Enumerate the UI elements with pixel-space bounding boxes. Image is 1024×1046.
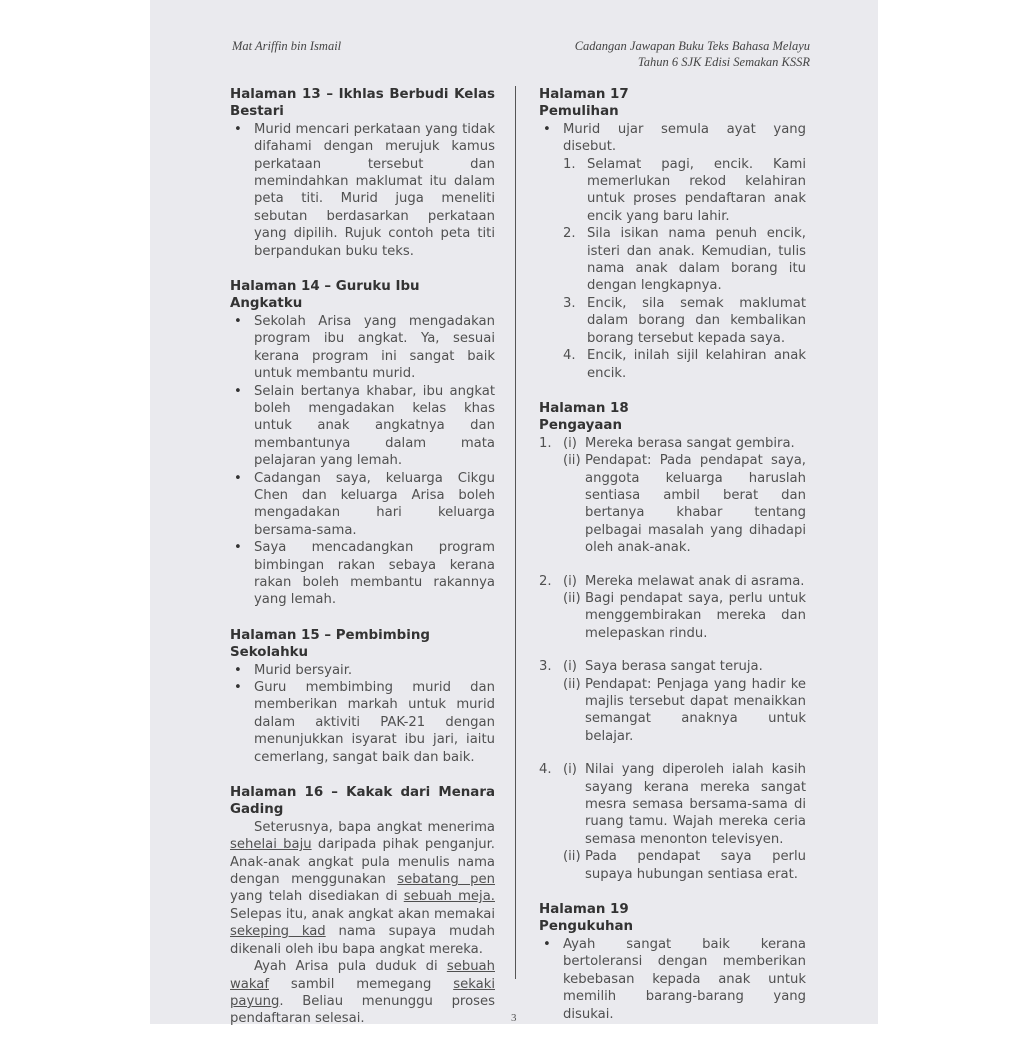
- text-run: Selepas itu, anak angkat akan memakai: [230, 906, 495, 922]
- answer-label: (ii): [563, 590, 581, 606]
- text-run: yang telah disediakan di: [230, 889, 404, 905]
- answer-label: (ii): [563, 676, 581, 692]
- answer-ii: [563, 848, 806, 883]
- item-number: 2.: [563, 226, 576, 242]
- item-text: Selamat pagi, encik. Kami memerlukan rekod kelahiran untuk proses pendaftaran anak encik yang baru lahir.: [587, 156, 806, 224]
- bullet-list: [230, 662, 495, 766]
- list-item: • Guru membimbing murid dan memberikan markah untuk murid dalam aktiviti PAK-21 dengan menunjukkan isyarat ibu jari, iaitu cemerlang, sangat baik dan baik.: [230, 679, 495, 766]
- question-1: [539, 435, 806, 557]
- answer-text: Mereka berasa sangat gembira.: [585, 435, 795, 451]
- text-run: sambil memegang: [269, 976, 454, 992]
- item-text: Encik, sila semak maklumat dalam borang dan kembalikan borang tersebut kepada saya.: [587, 295, 806, 346]
- column-divider: [515, 86, 516, 979]
- list-item: • Murid bersyair.: [230, 662, 495, 679]
- item-text: Encik, inilah sijil kelahiran anak encik.: [587, 348, 806, 381]
- bullet-list: [539, 936, 806, 1023]
- text-run: Seterusnya, bapa angkat menerima: [254, 819, 495, 835]
- list-item: • Sekolah Arisa yang mengadakan program ibu angkat. Ya, sesuai kerana program ini sangat baik untuk membantu murid.: [230, 313, 495, 383]
- text-run: . Beliau menunggu proses pendaftaran selesai.: [230, 993, 495, 1027]
- text-run: daripada pihak penganjur. Anak-anak angkat pula menulis nama dengan menggunakan: [230, 837, 495, 888]
- underlined-phrase: sekaki payung: [230, 976, 495, 1009]
- bullet-list: [230, 313, 495, 609]
- section-title: Halaman 18: [539, 400, 629, 416]
- list-item: • Saya mencadangkan program bimbingan rakan sebaya kerana rakan boleh membantu rakannya yang lemah.: [230, 539, 495, 609]
- section-title: Halaman 14 – Guruku Ibu Angkatku: [230, 279, 420, 312]
- section-title: Halaman 13 – Ikhlas Berbudi Kelas Bestari: [230, 87, 495, 120]
- section-title: Halaman 16 – Kakak dari Menara Gading: [230, 785, 495, 818]
- section-title: Halaman 15 – Pembimbing Sekolahku: [230, 627, 430, 661]
- question-3: [539, 658, 806, 745]
- answer-i: [563, 761, 806, 848]
- answer-label: (i): [563, 659, 577, 675]
- item-number: 4.: [563, 348, 576, 364]
- section-halaman-13: [230, 86, 495, 260]
- right-column: [539, 86, 806, 1041]
- left-column: [230, 86, 495, 1046]
- answer-ii: [563, 590, 806, 642]
- answer-text: Saya berasa sangat teruja.: [585, 659, 763, 675]
- bullet-list: [539, 121, 806, 156]
- underlined-phrase: sehelai baju: [230, 837, 312, 853]
- section-halaman-14: [230, 278, 495, 609]
- answer-text: Nilai yang diperoleh ialah kasih sayang kerana mereka sangat mesra semasa bersama-sama di ruang tamu. Wajah mereka ceria semasa menonton televisyen.: [585, 762, 806, 847]
- answer-label: (ii): [563, 849, 581, 865]
- text-run: Ayah Arisa pula duduk di: [254, 959, 447, 975]
- list-item: [563, 295, 806, 347]
- list-item: [563, 347, 806, 382]
- question-number: 4.: [539, 762, 552, 778]
- answer-text: Pendapat: Pada pendapat saya, anggota keluarga haruslah sentiasa ambil berat dan bertanya khabar tentang pelbagai masalah yang dihadapi oleh anak-anak.: [585, 453, 806, 556]
- bullet-list: [230, 121, 495, 260]
- answer-i: [563, 573, 806, 590]
- answer-label: (i): [563, 435, 577, 451]
- page-number: 3: [511, 1012, 517, 1024]
- numbered-list: [539, 156, 806, 382]
- question-number: 2.: [539, 573, 552, 589]
- header-title-line2: Tahun 6 SJK Edisi Semakan KSSR: [637, 55, 810, 69]
- question-number: 3.: [539, 659, 552, 675]
- section-halaman-19: [539, 901, 806, 1023]
- answer-i: [563, 658, 806, 675]
- section-subtitle: Pengayaan: [539, 418, 622, 434]
- answer-text: Bagi pendapat saya, perlu untuk menggembirakan mereka dan melepaskan rindu.: [585, 590, 806, 641]
- list-item: • Selain bertanya khabar, ibu angkat boleh mengadakan kelas khas untuk anak angkatnya dan membantunya dalam mata pelajaran yang lemah.: [230, 383, 495, 470]
- answer-label: (ii): [563, 453, 581, 469]
- header-author: Mat Ariffin bin Ismail: [232, 39, 342, 53]
- answer-ii: [563, 452, 806, 556]
- answer-ii: [563, 676, 806, 746]
- underlined-phrase: sebatang pen: [397, 872, 495, 888]
- underlined-phrase: sebuah wakaf: [230, 959, 495, 992]
- section-subtitle: Pengukuhan: [539, 919, 634, 935]
- text-run: nama supaya mudah dikenali oleh ibu bapa angkat mereka.: [230, 924, 496, 957]
- section-halaman-18: [539, 400, 806, 883]
- item-number: 1.: [563, 156, 576, 172]
- item-number: 3.: [563, 295, 576, 311]
- question-number: 1.: [539, 435, 552, 451]
- answer-text: Mereka melawat anak di asrama.: [585, 573, 805, 589]
- answer-i: [563, 435, 806, 452]
- answer-text: Pada pendapat saya perlu supaya hubungan sentiasa erat.: [585, 849, 806, 882]
- question-4: [539, 761, 806, 883]
- question-2: [539, 573, 806, 643]
- section-title: Halaman 17: [539, 87, 629, 102]
- section-halaman-17: [539, 86, 806, 382]
- list-item: [563, 225, 806, 295]
- paragraph-2: [230, 958, 495, 1028]
- underlined-phrase: sekeping kad: [230, 924, 326, 940]
- list-item: • Murid ujar semula ayat yang disebut.: [539, 121, 806, 156]
- answer-label: (i): [563, 573, 577, 589]
- list-item: • Murid mencari perkataan yang tidak difahami dengan merujuk kamus perkataan tersebut dan memindahkan maklumat itu dalam peta titi. Murid juga meneliti sebutan berdasarkan perkataan yang dipilih. Rujuk contoh peta titi berpandukan buku teks.: [230, 121, 495, 260]
- underlined-phrase: sebuah meja.: [403, 889, 495, 905]
- section-title: Halaman 19: [539, 902, 629, 918]
- header-title: [575, 38, 810, 70]
- paragraph-1: [230, 819, 495, 958]
- header-title-line1: Cadangan Jawapan Buku Teks Bahasa Melayu: [574, 39, 810, 53]
- answer-label: (i): [563, 762, 577, 778]
- list-item: [563, 156, 806, 226]
- answer-text: Pendapat: Penjaga yang hadir ke majlis tersebut dapat menaikkan semangat anaknya untuk belajar.: [585, 676, 806, 744]
- section-halaman-15: [230, 627, 495, 766]
- list-item: • Cadangan saya, keluarga Cikgu Chen dan keluarga Arisa boleh mengadakan hari keluarga bersama-sama.: [230, 470, 495, 540]
- list-item: • Ayah sangat baik kerana bertoleransi dengan memberikan kebebasan kepada anak untuk memilih barang-barang yang disukai.: [539, 936, 806, 1023]
- section-halaman-16: [230, 784, 495, 1028]
- section-subtitle: Pemulihan: [539, 104, 619, 120]
- item-text: Sila isikan nama penuh encik, isteri dan anak. Kemudian, tulis nama anak dalam borang itu dengan lengkapnya.: [587, 226, 806, 294]
